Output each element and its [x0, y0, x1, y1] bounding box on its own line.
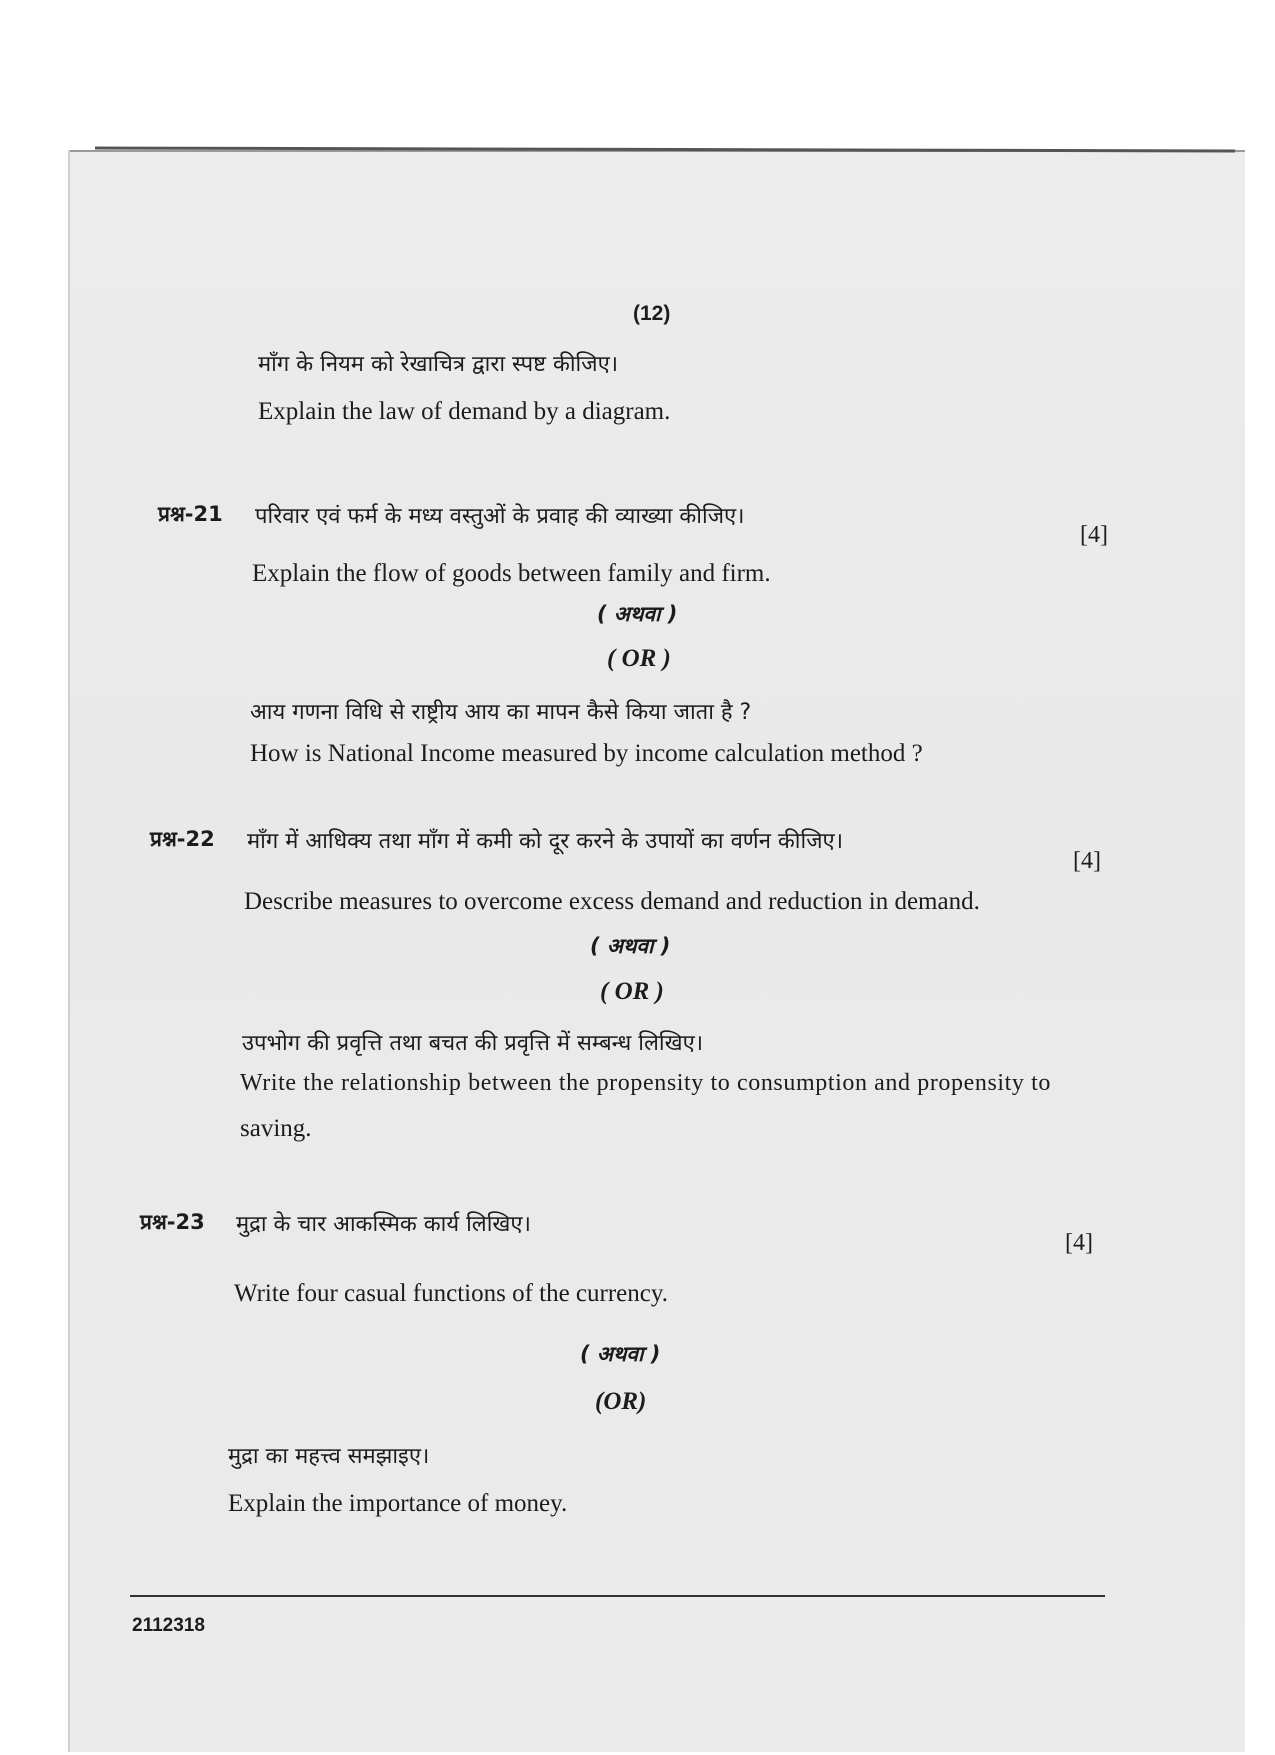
footer-rule [130, 1595, 1105, 1597]
q23-alt-english-text: Explain the importance of money. [228, 1490, 568, 1517]
q22-label: प्रश्न-22 [150, 827, 215, 851]
q20-hindi-text: माँग के नियम को रेखाचित्र द्वारा स्पष्ट कीजिए। [258, 352, 619, 377]
q22-alt-english-line1: Write the relationship between the propensity to consumption and propensity to [240, 1070, 1052, 1096]
q21-hindi-text: परिवार एवं फर्म के मध्य वस्तुओं के प्रवाह की व्याख्या कीजिए। [255, 504, 745, 529]
q22-alt-english-line2: saving. [240, 1115, 312, 1142]
q23-marks: [4] [1065, 1230, 1093, 1256]
paper-code: 2112318 [132, 1615, 205, 1636]
q21-alt-english-text: How is National Income measured by income calculation method ? [250, 740, 923, 767]
q20-english-text: Explain the law of demand by a diagram. [258, 398, 671, 425]
q22-hindi-text: माँग में आधिक्य तथा माँग में कमी को दूर करने के उपायों का वर्णन कीजिए। [247, 829, 844, 854]
q21-label: प्रश्न-21 [158, 502, 223, 526]
q23-label: प्रश्न-23 [140, 1210, 205, 1234]
q22-alt-hindi-text: उपभोग की प्रवृत्ति तथा बचत की प्रवृत्ति में सम्बन्ध लिखिए। [242, 1031, 704, 1056]
q23-or-english: (OR) [595, 1388, 647, 1415]
q21-or-english: ( OR ) [607, 645, 671, 672]
page-number: (12) [633, 302, 671, 325]
q22-english-text: Describe measures to overcome excess demand and reduction in demand. [244, 888, 980, 915]
q21-marks: [4] [1080, 522, 1108, 548]
q23-alt-hindi-text: मुद्रा का महत्त्व समझाइए। [228, 1444, 430, 1469]
q22-marks: [4] [1073, 848, 1101, 874]
q23-hindi-text: मुद्रा के चार आकस्मिक कार्य लिखिए। [236, 1212, 531, 1237]
q22-or-english: ( OR ) [600, 978, 664, 1005]
q21-english-text: Explain the flow of goods between family and firm. [252, 560, 771, 587]
q21-or-hindi: ( अथवा ) [597, 602, 678, 626]
q21-alt-hindi-text: आय गणना विधि से राष्ट्रीय आय का मापन कैसे किया जाता है ? [250, 700, 752, 725]
q22-or-hindi: ( अथवा ) [590, 934, 671, 958]
q23-or-hindi: ( अथवा ) [580, 1342, 661, 1366]
q23-english-text: Write four casual functions of the currency. [234, 1280, 668, 1307]
